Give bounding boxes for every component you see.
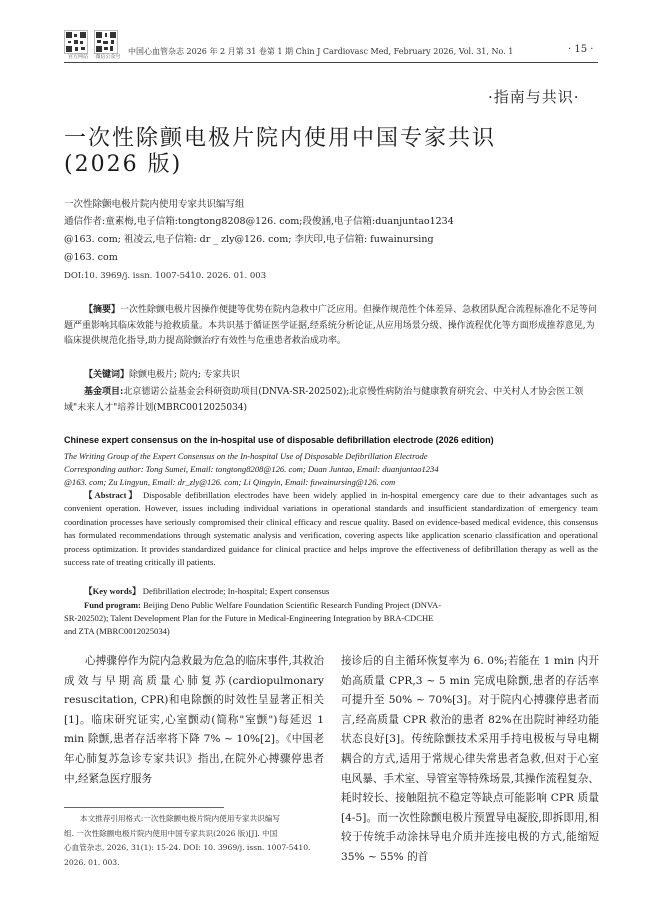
english-fund: Fund program: Beijing Deno Public Welfare Foundation Scientific Research Funding Project (DNVA- [84,600,442,610]
qr-code-website [64,30,92,61]
article-title: 一次性除颤电极片院内使用中国专家共识 [64,126,497,151]
article-title-edition: (2026 版) [64,152,183,177]
english-correspondence: @163. com; Zu Lingyun, Email: dr_zly@126. com; Li Qingyin, Email: fuwainursing@126. com [64,477,396,487]
qr-code-icon [94,30,118,54]
english-correspondence: Corresponding author: Tong Sumei, Email: tongtong8208@126. com; Duan Juntao, Email: duanjuntao1234 [64,464,439,474]
english-group: The Writing Group of the Expert Consensus on the In-hospital Use of Disposable Defibrillation Electrode [64,451,428,461]
qr-caption: 微信公众号 [95,54,121,60]
keywords-cn: 【关键词】除颤电极片; 院内; 专家共识 [84,370,240,380]
qr-code-wechat [94,30,122,61]
footnote-rule [64,807,224,808]
correspondence-line: @163. com [64,252,118,263]
citation-footnote: 本文推荐引用格式:一次性除颤电极片院内使用专家共识编写 组. 一次性除颤电极片院内使用中国专家共识(2026 版)[J]. 中国 心血管杂志, 2026, 31(1): 15-24. DOI: 10. 3969/j. issn. 1007-5410. 2026. 01. 003. [64,814,311,867]
running-head: 中国心血管杂志 2026 年 2 月第 31 卷第 1 期 Chin J Cardiovasc Med, February 2026, Vol. 31, No. 1 [128,47,514,56]
english-keywords: 【Key words】 Defibrillation electrode; In-hospital; Expert consensus [84,586,330,596]
doi: DOI:10. 3969/j. issn. 1007-5410. 2026. 01. 003 [64,271,267,281]
section-tag: ·指南与共识· [488,88,580,106]
english-title: Chinese expert consensus on the in-hospital use of disposable defibrillation electrode (2026 edition) [64,435,494,445]
body-column-right: 接诊后的自主循环恢复率为 6. 0%;若能在 1 min 内开始高质量 CPR,3 ~ 5 min 完成电除颤,患者的存活率可提升至 50% ~ 70%[3]。对于院内心搏骤停患者而言,经高质量 CPR 救治的患者 82%在出院时神经功能状态良好[3]。传统除颤技术采用手持电极板与导电糊耦合的方式,适用于常规心律失常患者急救,但对于心室电风暴、手术室、导管室等特殊场景,其操作流程复杂、耗时较长、接触阻抗不稳定等缺点可能影响 CPR 质量[4-5]。而一次性除颤电极片预置导电凝胶,即拆即用,相较于传统手动涂抹导电介质并连接电极的方式,能缩短 35% ~ 55% 的首 [341,655,599,863]
english-fund-cont: and ZTA (MBRC0012025034) [64,626,170,636]
english-fund-cont: SR-202502); Talent Development Plan for the Future in Medical-Engineering Integration by BRA-CDCHE [64,613,434,623]
author-group: 一次性除颤电极片院内使用专家共识编写组 [64,199,245,210]
abstract-cn [64,303,598,350]
fund-cn: 基金项目:北京德诺公益基金会科研资助项目(DNVA-SR-202502);北京慢性病防治与健康教育研究会、中关村人才协会医工领域"未来人才"培养计划(MBRC0012025034) [64,387,584,413]
header-rule [64,62,598,63]
page-number: · 15 · [568,44,594,55]
qr-code-icon [64,30,88,54]
abstract-label: 【摘要】 [84,305,121,315]
body-column-left: 心搏骤停作为院内急救最为危急的临床事件,其救治成效与早期高质量心肺复苏(cardiopulmonary resuscitation, CPR)和电除颤的时效性呈显著正相关[1]。临床研究证实,心室颤动(简称"室颤")每延迟 1 min 除颤,患者存活率将下降 7% ~ 10%[2]。《中国老年心肺复苏急诊专家共识》指出,在院外心搏骤停患者中,经紧急医疗服务 [64,655,324,785]
qr-caption: 官方网站 [67,54,88,60]
abstract-text: 一次性除颤电极片因操作便捷等优势在院内急救中广泛应用。但操作规范性个体差异、急救团队配合流程标准化不足等问题严重影响其临床效能与抢救质量。本共识基于循证医学证据,经系统分析论证,从应用场景分级、操作流程优化等方面形成推荐意见,为临床提供规范化指导,助力提高除颤治疗有效性与危重患者救治成功率。 [64,305,598,346]
correspondence-line: @163. com; 祖凌云,电子信箱: dr _ zly@126. com; 李庆印,电子信箱: fuwainursing [64,234,434,245]
english-abstract: 【Abstract】 Disposable defibrillation electrodes have been widely applied in in-hospital emergency care due to their advantages such as convenient operation. However, issues including individual variations in operational standards and insufficient standardization of emergency team coordination processes have seriously compromised their clinical efficacy and rescue quality. Based on evidence-based medical evidence, this consensus has formulated recommendations through systematic analysis and verification, covering aspects like application scenario classification and operational process optimization. It provides standardized guidance for clinical practice and helps improve the effectiveness of defibrillation therapy as well as the success rate of treating critically ill patients. [64,490,599,568]
correspondence-line: 通信作者:童素梅,电子信箱:tongtong8208@126. com;段俊涵,电子信箱:duanjuntao1234 [64,216,454,227]
